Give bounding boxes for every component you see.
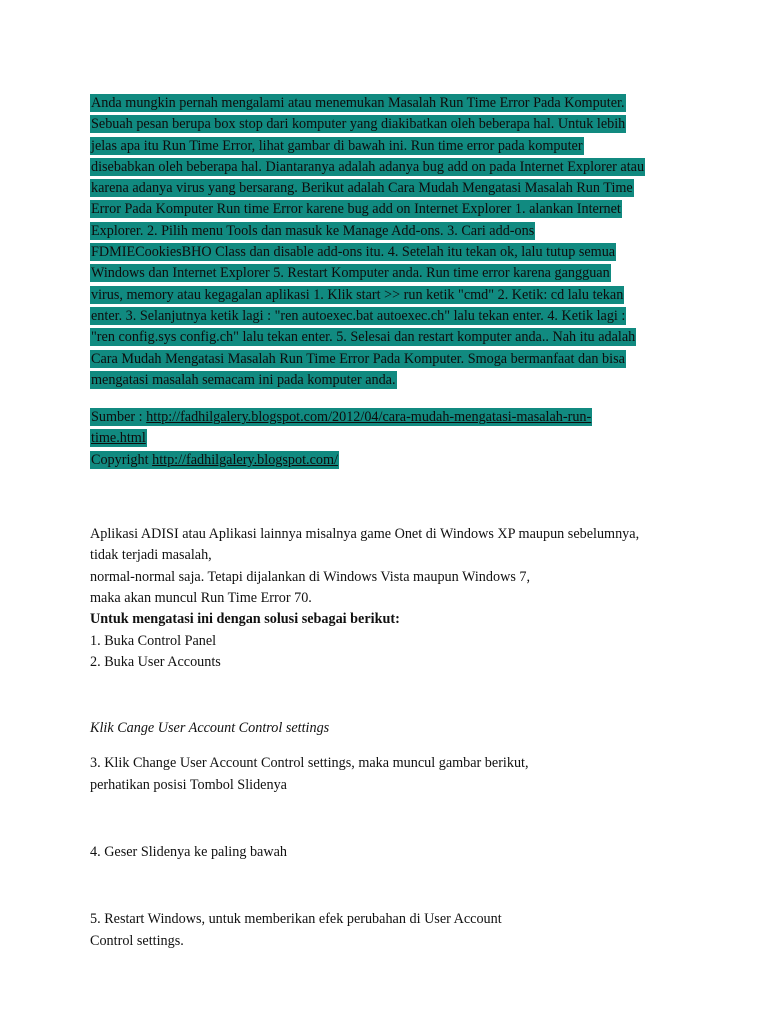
step-5 [90,909,690,952]
copyright-link[interactable]: http://fadhilgalery.blogspot.com/ [152,451,338,468]
article-line: mengatasi masalah semacam ini pada komputer anda. [91,371,396,388]
highlighted-article [90,93,690,391]
article-line: virus, memory atau kegagalan aplikasi 1. Klik start >> run ketik "cmd" 2. Ketik: cd lalu tekan [91,286,624,303]
copyright-line [90,450,690,471]
intro-line: Aplikasi ADISI atau Aplikasi lainnya misalnya game Onet di Windows XP maupun sebelumnya, [90,526,640,543]
figure-caption: Klik Cange User Account Control settings [90,720,330,737]
article-line: Anda mungkin pernah mengalami atau menemukan Masalah Run Time Error Pada Komputer. [91,95,625,111]
article-line: disebabkan oleh beberapa hal. Diantaranya adalah adanya bug add on pada Internet Explorer atau [91,158,645,175]
source-line-continued [90,428,690,449]
step-5-line: Control settings. [90,932,184,949]
source-citation [90,407,690,471]
intro-line: tidak terjadi masalah, [90,547,212,564]
intro-line: normal-normal saja. Tetapi dijalankan di Windows Vista maupun Windows 7, [90,568,531,585]
step-3-line: 3. Klik Change User Account Control settings, maka muncul gambar berikut, [90,755,529,772]
step-1: 1. Buka Control Panel [90,632,217,649]
step-2: 2. Buka User Accounts [90,653,221,670]
source-link[interactable]: http://fadhilgalery.blogspot.com/2012/04/cara-mudah-mengatasi-masalah-run- [146,409,592,426]
article-line: Explorer. 2. Pilih menu Tools dan masuk ke Manage Add-ons. 3. Cari add-ons [91,222,535,239]
run-time-error-70-section [90,524,690,673]
article-line: jelas apa itu Run Time Error, lihat gambar di bawah ini. Run time error pada komputer [91,137,583,154]
step-4: 4. Geser Slidenya ke paling bawah [90,844,287,861]
step-3-line: perhatikan posisi Tombol Slidenya [90,776,287,793]
article-line: "ren config.sys config.ch" lalu tekan enter. 5. Selesai dan restart komputer anda.. Nah itu adalah [91,329,636,346]
source-link-continued[interactable]: time.html [91,430,146,447]
intro-line: maka akan muncul Run Time Error 70. [90,589,312,606]
source-label: Sumber : [91,409,147,426]
article-line: Sebuah pesan berupa box stop dari komputer yang diakibatkan oleh beberapa hal. Untuk lebih [91,116,626,133]
article-line: enter. 3. Selanjutnya ketik lagi : "ren autoexec.bat autoexec.ch" lalu tekan enter. 4. Ketik lagi : [91,307,626,324]
article-line: Windows dan Internet Explorer 5. Restart Komputer anda. Run time error karena gangguan [91,265,610,282]
article-line: Cara Mudah Mengatasi Masalah Run Time Error Pada Komputer. Smoga bermanfaat dan bisa [91,350,625,367]
article-line: Error Pada Komputer Run time Error karene bug add on Internet Explorer 1. alankan Internet [91,201,621,218]
copyright-label: Copyright [91,451,153,468]
step-3 [90,753,690,796]
source-line [90,407,690,428]
article-line: FDMIECookiesBHO Class dan disable add-ons itu. 4. Setelah itu tekan ok, lalu tutup semua [91,244,616,261]
document-page [90,93,690,952]
step-5-line: 5. Restart Windows, untuk memberikan efek perubahan di User Account [90,911,502,928]
article-line: karena adanya virus yang bersarang. Berikut adalah Cara Mudah Mengatasi Masalah Run Time [91,180,633,197]
solution-heading: Untuk mengatasi ini dengan solusi sebagai berikut: [90,611,400,628]
